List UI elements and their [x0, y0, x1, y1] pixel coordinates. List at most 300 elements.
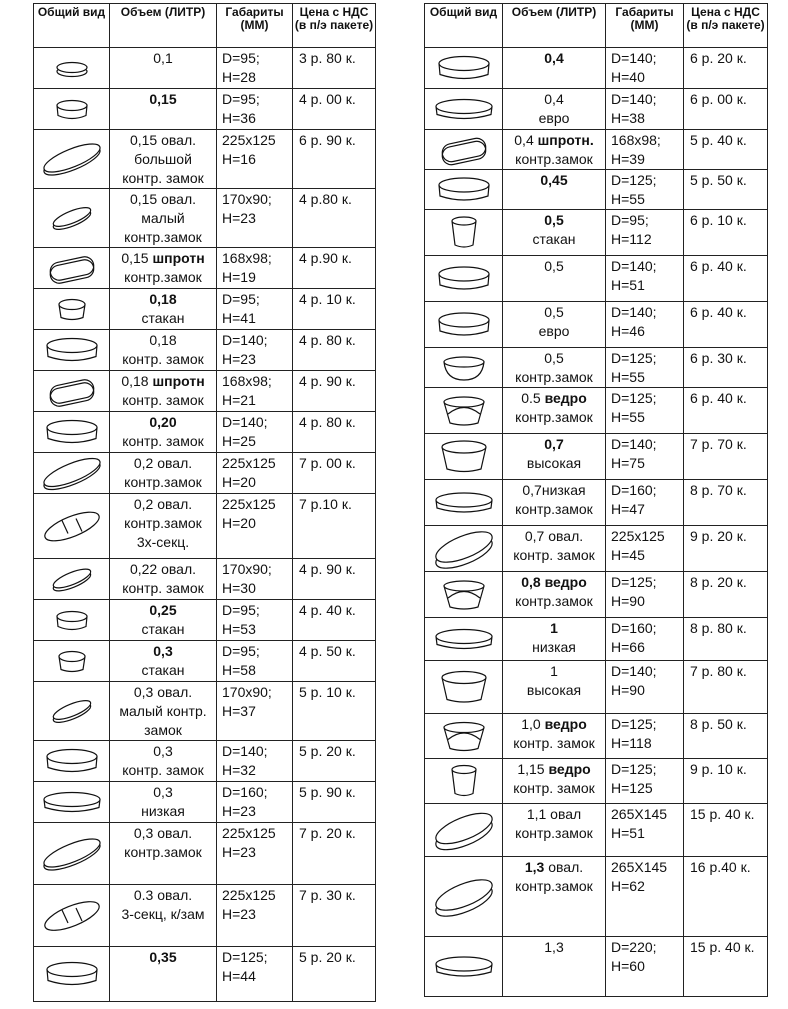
price-text: 16 р.40 к.	[690, 859, 751, 875]
dimension-line: D=95;	[222, 602, 260, 618]
volume-text: 0,2 овал.	[133, 496, 193, 512]
dimensions-cell	[217, 559, 293, 600]
price-text: 4 р. 00 к.	[299, 91, 356, 107]
table-row	[425, 572, 768, 618]
volume-line	[110, 209, 216, 228]
price-cell	[293, 823, 376, 885]
volume-cell	[110, 189, 217, 248]
price-cell	[684, 130, 768, 170]
table-row	[34, 885, 376, 947]
volume-line	[503, 715, 605, 734]
price-text: 8 р. 70 к.	[690, 482, 747, 498]
product-image-cell	[34, 782, 110, 823]
volume-text: шпротн	[152, 373, 205, 389]
volume-line	[503, 546, 605, 565]
volume-text: стакан	[141, 310, 185, 326]
volume-line	[110, 331, 216, 350]
price-text: 6 р. 20 к.	[690, 50, 747, 66]
volume-text: 0,7 овал.	[524, 528, 584, 544]
tall-cup-icon	[431, 213, 497, 253]
price-cell	[684, 526, 768, 572]
volume-line	[110, 514, 216, 533]
volume-text: малый	[141, 210, 185, 226]
volume-text: 0,7низкая	[522, 482, 586, 498]
tall-bowl-icon	[431, 664, 497, 711]
dimension-line: D=95;	[222, 643, 260, 659]
dimension-line: D=140;	[222, 332, 268, 348]
volume-line	[503, 49, 605, 68]
table-row	[425, 937, 768, 997]
price-cell	[293, 289, 376, 330]
volume-line	[110, 533, 216, 552]
volume-line	[110, 49, 216, 68]
volume-line	[503, 481, 605, 500]
dimension-line: 225x125	[222, 132, 276, 148]
dimension-line: H=55	[611, 369, 645, 385]
price-cell	[293, 48, 376, 89]
header-dims: Габариты (ММ)	[217, 4, 293, 48]
volume-text: стакан	[141, 621, 185, 637]
dimensions-cell	[217, 189, 293, 248]
price-cell	[684, 714, 768, 759]
volume-cell	[503, 388, 606, 434]
volume-text: 3х-секц.	[136, 534, 190, 550]
dimensions-cell	[217, 48, 293, 89]
dimension-line: H=58	[222, 662, 256, 678]
price-text: 4 р. 80 к.	[299, 332, 356, 348]
volume-line	[503, 171, 605, 190]
volume-text: контр. замок	[122, 433, 204, 449]
dimensions-cell	[217, 782, 293, 823]
header-view: Общий вид	[425, 4, 503, 48]
volume-text: контр. замок	[122, 351, 204, 367]
volume-line	[503, 389, 605, 408]
dimensions-cell	[606, 804, 684, 857]
dimension-line: D=125;	[611, 574, 657, 590]
dimension-line: H=39	[611, 151, 645, 167]
product-image-cell	[425, 526, 503, 572]
price-text: 15 р. 40 к.	[690, 939, 755, 955]
dimension-line: 168x98;	[222, 373, 272, 389]
volume-line	[110, 473, 216, 492]
price-text: 4 р. 10 к.	[299, 291, 356, 307]
volume-line	[503, 454, 605, 473]
price-table-left	[33, 3, 376, 1002]
volume-line	[503, 681, 605, 700]
dimension-line: H=118	[611, 735, 652, 751]
dimension-line: H=38	[611, 110, 645, 126]
volume-line	[110, 721, 216, 740]
dimension-line: D=140;	[611, 436, 657, 452]
price-cell	[684, 348, 768, 388]
price-text: 7 р. 70 к.	[690, 436, 747, 452]
volume-line	[503, 619, 605, 638]
dimensions-cell	[606, 857, 684, 937]
dimension-line: H=23	[222, 844, 256, 860]
volume-text: 0,4	[544, 50, 564, 66]
volume-cell	[110, 330, 217, 371]
dimension-line: H=51	[611, 825, 645, 841]
dimension-line: H=75	[611, 455, 645, 471]
volume-cell	[503, 804, 606, 857]
price-table-right	[424, 3, 768, 997]
header-view: Общий вид	[34, 4, 110, 48]
volume-line	[110, 843, 216, 862]
volume-line	[503, 500, 605, 519]
volume-line	[110, 642, 216, 661]
product-image-cell	[34, 89, 110, 130]
price-cell	[293, 885, 376, 947]
price-cell	[684, 170, 768, 210]
price-text: 7 р. 20 к.	[299, 825, 356, 841]
dimensions-cell	[217, 641, 293, 682]
volume-line	[503, 638, 605, 657]
volume-line	[110, 683, 216, 702]
table-row	[425, 857, 768, 937]
dimension-line: H=55	[611, 191, 645, 207]
round-container-icon	[39, 333, 105, 368]
volume-text: 1,1 овал	[526, 806, 582, 822]
table-row	[34, 330, 376, 371]
volume-text: 0,15	[121, 250, 153, 266]
volume-text: шпротн.	[537, 132, 594, 148]
price-text: 6 р. 10 к.	[690, 212, 747, 228]
volume-line	[503, 858, 605, 877]
table-row	[34, 130, 376, 189]
volume-line	[503, 805, 605, 824]
header-price: Цена с НДС (в п/э пакете)	[293, 4, 376, 48]
price-cell	[684, 804, 768, 857]
dimensions-cell	[606, 130, 684, 170]
dimensions-cell	[606, 89, 684, 130]
volume-text: контр. замок	[122, 762, 204, 778]
price-text: 4 р. 80 к.	[299, 414, 356, 430]
price-cell	[293, 248, 376, 289]
dimensions-cell	[217, 248, 293, 289]
price-cell	[684, 256, 768, 302]
product-image-cell	[425, 48, 503, 89]
header-dims: Габариты (ММ)	[606, 4, 684, 48]
volume-cell	[110, 947, 217, 1002]
volume-text: 0,3	[153, 743, 173, 759]
volume-cell	[503, 89, 606, 130]
dimension-line: D=125;	[611, 172, 657, 188]
dimension-line: 170x90;	[222, 191, 272, 207]
volume-cell	[110, 371, 217, 412]
dimension-line: H=23	[222, 210, 256, 226]
volume-text: ведро	[544, 390, 587, 406]
product-image-cell	[34, 412, 110, 453]
table-row	[425, 348, 768, 388]
table-row	[34, 412, 376, 453]
volume-text: 1,0	[521, 716, 545, 732]
dimension-line: H=37	[222, 703, 256, 719]
volume-text: низкая	[532, 639, 576, 655]
volume-line	[503, 662, 605, 681]
price-text: 6 р. 90 к.	[299, 132, 356, 148]
volume-line	[110, 249, 216, 268]
dimension-line: D=95;	[222, 91, 260, 107]
dimension-line: 170x90;	[222, 684, 272, 700]
dimension-line: H=46	[611, 323, 645, 339]
dimension-line: D=140;	[222, 414, 268, 430]
dimensions-cell	[217, 741, 293, 782]
dimensions-cell	[606, 210, 684, 256]
table-row	[425, 714, 768, 759]
dimension-line: D=160;	[611, 620, 657, 636]
volume-line	[110, 228, 216, 247]
table-row	[425, 89, 768, 130]
volume-text: контр.замок	[124, 844, 202, 860]
dimension-line: H=21	[222, 392, 256, 408]
round-low-container-icon	[431, 483, 497, 523]
table-row	[34, 600, 376, 641]
volume-line	[503, 408, 605, 427]
volume-cell	[503, 714, 606, 759]
bucket-container-icon	[431, 575, 497, 615]
dimension-line: H=19	[222, 269, 256, 285]
price-text: 9 р. 10 к.	[690, 761, 747, 777]
volume-text: 0.3 овал.	[133, 887, 193, 903]
dimension-line: D=140;	[611, 258, 657, 274]
header-price: Цена с НДС (в п/э пакете)	[684, 4, 768, 48]
product-image-cell	[425, 759, 503, 804]
dimension-line: H=30	[222, 580, 256, 596]
volume-line	[503, 211, 605, 230]
table-row	[34, 559, 376, 600]
table-row	[425, 210, 768, 256]
price-cell	[293, 600, 376, 641]
price-text: 4 р. 40 к.	[299, 602, 356, 618]
price-text: 5 р. 20 к.	[299, 949, 356, 965]
volume-text: евро	[538, 323, 570, 339]
dimension-line: H=44	[222, 968, 256, 984]
table-row	[34, 89, 376, 130]
volume-line	[503, 230, 605, 249]
volume-cell	[110, 741, 217, 782]
small-round-container-icon	[39, 92, 105, 127]
price-text: 8 р. 80 к.	[690, 620, 747, 636]
dimensions-cell	[217, 494, 293, 559]
table-row	[425, 48, 768, 89]
dimensions-cell	[606, 714, 684, 759]
table-row	[34, 494, 376, 559]
product-image-cell	[34, 600, 110, 641]
price-cell	[684, 388, 768, 434]
dimension-line: 265X145	[611, 806, 668, 822]
product-image-cell	[425, 937, 503, 997]
volume-line	[503, 573, 605, 592]
volume-line	[503, 109, 605, 128]
product-image-cell	[34, 947, 110, 1002]
price-cell	[293, 89, 376, 130]
volume-text: малый контр.	[119, 703, 207, 719]
volume-cell	[110, 600, 217, 641]
volume-line	[110, 190, 216, 209]
volume-text: стакан	[532, 231, 576, 247]
volume-line	[503, 877, 605, 896]
table-row	[425, 480, 768, 526]
volume-line	[110, 169, 216, 188]
oval-deep-container-icon	[431, 529, 497, 569]
volume-text: 0,5	[544, 304, 564, 320]
dimension-line: 225x125	[222, 496, 276, 512]
round-low-container-icon	[431, 940, 497, 994]
volume-cell	[503, 480, 606, 526]
price-text: 7 р.10 к.	[299, 496, 352, 512]
volume-text: контр.замок	[124, 474, 202, 490]
dimension-line: H=20	[222, 515, 256, 531]
volume-line	[503, 824, 605, 843]
dimensions-cell	[217, 682, 293, 741]
volume-line	[503, 938, 605, 957]
volume-cell	[503, 48, 606, 89]
volume-text: высокая	[526, 682, 582, 698]
product-image-cell	[34, 494, 110, 559]
dimension-line: 225x125	[222, 455, 276, 471]
volume-line	[110, 948, 216, 967]
dimension-line: D=125;	[222, 949, 268, 965]
volume-line	[503, 322, 605, 341]
volume-line	[503, 734, 605, 753]
volume-line	[503, 349, 605, 368]
round-container-icon	[39, 415, 105, 450]
dimensions-cell	[217, 947, 293, 1002]
volume-text: 0,5	[544, 212, 564, 228]
product-image-cell	[34, 371, 110, 412]
dimension-line: H=32	[222, 762, 256, 778]
dimension-line: H=55	[611, 409, 645, 425]
volume-cell	[110, 682, 217, 741]
product-image-cell	[34, 559, 110, 600]
volume-line	[110, 391, 216, 410]
volume-line	[503, 592, 605, 611]
table-row	[34, 248, 376, 289]
volume-line	[110, 560, 216, 579]
volume-text: 1,3	[544, 939, 564, 955]
round-container-icon	[431, 305, 497, 345]
dimension-line: 168x98;	[611, 132, 661, 148]
price-text: 15 р. 40 к.	[690, 806, 755, 822]
dimension-line: H=23	[222, 351, 256, 367]
dimensions-cell	[217, 89, 293, 130]
dimension-line: H=45	[611, 547, 645, 563]
dimension-line: D=125;	[611, 390, 657, 406]
dimension-line: H=16	[222, 151, 256, 167]
table-row	[34, 189, 376, 248]
volume-cell	[503, 170, 606, 210]
dimensions-cell	[606, 348, 684, 388]
price-text: 5 р. 20 к.	[299, 743, 356, 759]
dimension-line: 225x125	[611, 528, 665, 544]
volume-text: большой	[134, 151, 192, 167]
volume-line	[110, 579, 216, 598]
product-image-cell	[425, 572, 503, 618]
table-row	[425, 256, 768, 302]
product-image-cell	[425, 388, 503, 434]
dimension-line: H=51	[611, 277, 645, 293]
dimensions-cell	[606, 256, 684, 302]
product-image-cell	[34, 330, 110, 371]
dimension-line: H=53	[222, 621, 256, 637]
product-image-cell	[34, 453, 110, 494]
volume-text: 0,3	[153, 784, 173, 800]
price-text: 5 р. 90 к.	[299, 784, 356, 800]
dimension-line: H=47	[611, 501, 645, 517]
price-text: 9 р. 20 к.	[690, 528, 747, 544]
volume-text: 0,3 овал.	[133, 684, 193, 700]
round-low-container-icon	[431, 621, 497, 658]
dimension-line: D=140;	[611, 50, 657, 66]
volume-cell	[110, 130, 217, 189]
volume-text: шпротн	[152, 250, 205, 266]
volume-line	[110, 702, 216, 721]
volume-text: контр.замок	[124, 229, 202, 245]
header-volume: Объем (ЛИТР)	[110, 4, 217, 48]
volume-line	[503, 131, 605, 150]
volume-text: 0,7	[544, 436, 564, 452]
dimensions-cell	[217, 453, 293, 494]
price-cell	[293, 741, 376, 782]
volume-line	[503, 303, 605, 322]
volume-line	[110, 309, 216, 328]
round-container-icon	[431, 51, 497, 86]
dimension-line: H=23	[222, 906, 256, 922]
price-text: 6 р. 40 к.	[690, 390, 747, 406]
volume-text: 0,45	[540, 172, 568, 188]
price-text: 5 р. 10 к.	[299, 684, 356, 700]
dimension-line: 225x125	[222, 825, 276, 841]
product-image-cell	[34, 48, 110, 89]
dimension-line: D=140;	[222, 743, 268, 759]
sprat-container-icon	[431, 134, 497, 166]
price-cell	[293, 412, 376, 453]
header-row	[34, 4, 376, 48]
price-text: 5 р. 50 к.	[690, 172, 747, 188]
volume-line	[110, 783, 216, 802]
round-low-container-icon	[39, 785, 105, 820]
volume-text: ведро	[544, 716, 587, 732]
volume-text: 0,35	[149, 949, 177, 965]
dimensions-cell	[606, 388, 684, 434]
price-cell	[684, 759, 768, 804]
volume-line	[110, 802, 216, 821]
volume-cell	[503, 759, 606, 804]
volume-line	[503, 527, 605, 546]
header-row	[425, 4, 768, 48]
table-row	[34, 289, 376, 330]
dimensions-cell	[606, 480, 684, 526]
volume-text: 0,4	[514, 132, 538, 148]
price-text: 7 р. 00 к.	[299, 455, 356, 471]
product-image-cell	[34, 823, 110, 885]
volume-cell	[503, 937, 606, 997]
volume-text: контр. замок	[513, 780, 595, 796]
volume-line	[503, 760, 605, 779]
volume-text: евро	[538, 110, 570, 126]
table-row	[34, 682, 376, 741]
product-image-cell	[34, 130, 110, 189]
product-image-cell	[425, 857, 503, 937]
round-container-icon	[39, 744, 105, 779]
product-image-cell	[425, 618, 503, 661]
dimensions-cell	[217, 371, 293, 412]
dimension-line: H=90	[611, 593, 645, 609]
header-volume: Объем (ЛИТР)	[503, 4, 606, 48]
product-image-cell	[34, 885, 110, 947]
product-image-cell	[425, 302, 503, 348]
dimensions-cell	[606, 937, 684, 997]
